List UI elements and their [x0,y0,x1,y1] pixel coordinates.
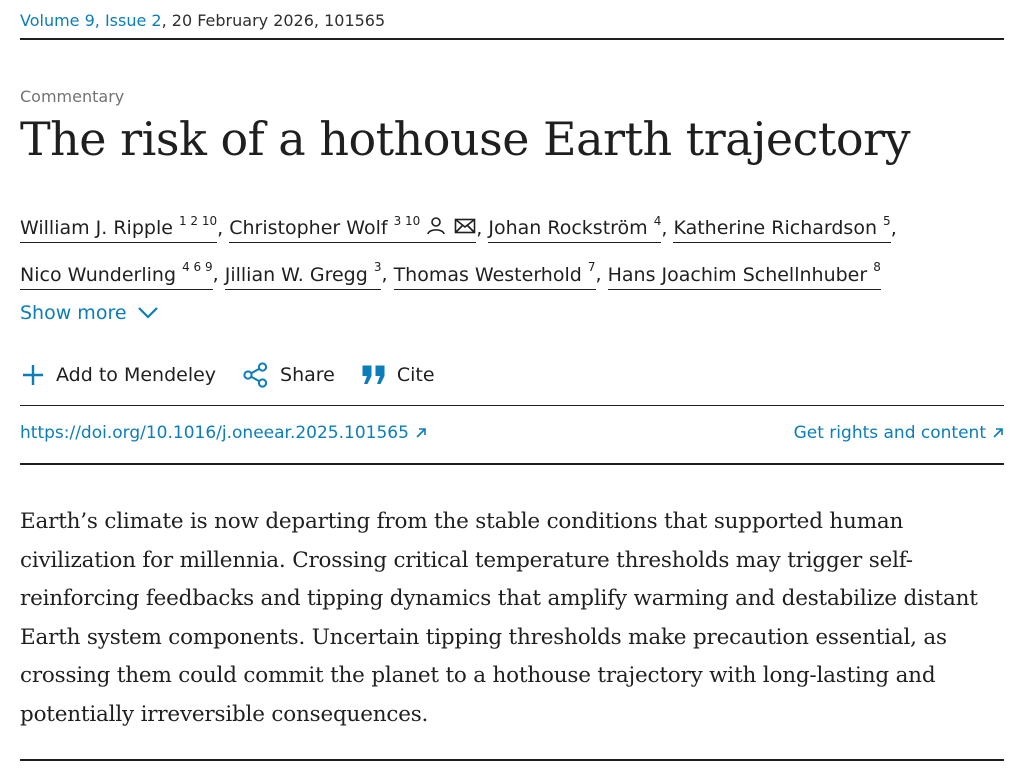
author-link[interactable] [20,214,218,243]
cite-button[interactable] [361,361,435,389]
article-title: The risk of a hothouse Earth trajectory [20,112,911,166]
top-divider [20,38,1004,40]
rights-text: Get rights and content [793,423,986,443]
author-name: Jillian W. Gregg [224,263,368,286]
publication-date: , 20 February 2026, 101565 [161,11,386,30]
article-type: Commentary [20,87,125,106]
quote-icon [361,363,387,387]
arrow-up-right-icon [992,427,1004,439]
show-more-button[interactable] [20,302,159,324]
add-to-mendeley-button[interactable] [20,361,216,389]
author-link[interactable] [673,214,891,243]
abstract-text: Earth’s climate is now departing from the stable conditions that supported human civilization for millennia. Crossing critical temperature thresholds may trigger self-reinforcing feedbacks and tipping dynamics that amplify warming and destabilize distant Earth system components. Uncertain tipping thresholds make precaution essential, as crossing them could commit the planet to a hothouse trajectory with long-lasting and potentially irreversible consequences. [20,509,978,727]
show-more-label: Show more [20,302,127,324]
cite-label: Cite [396,364,435,386]
doi-bottom-divider [20,463,1004,465]
author-link[interactable] [224,260,382,290]
rights-link[interactable] [794,423,1004,443]
volume-issue-link[interactable]: Volume 9, Issue 2 [20,11,162,30]
author-name: Katherine Richardson [673,217,877,240]
doi-top-divider [20,405,1004,406]
author-affiliations: 4 [653,214,662,228]
doi-text: https://doi.org/10.1016/j.oneear.2025.101565 [20,423,409,443]
doi-row [20,423,1004,443]
author-name: William J. Ripple [20,217,173,240]
author-affiliations: 1 2 10 [178,214,218,228]
mendeley-label: Add to Mendeley [56,364,217,386]
author-name: Hans Joachim Schellnhuber [607,263,868,286]
author-name: Johan Rockström [488,217,648,240]
author-affiliations: 3 10 [393,214,421,228]
person-icon [426,216,446,236]
author-affiliations: 7 [587,260,596,275]
author-name: Thomas Westerhold [393,263,582,286]
share-icon [242,361,270,389]
author-link[interactable] [488,214,662,243]
plus-icon [20,362,46,388]
author-name: Nico Wunderling [20,263,177,286]
abstract-bottom-divider [20,759,1004,761]
article-actions [20,361,435,389]
author-link[interactable] [20,260,213,290]
author-link[interactable] [607,260,881,290]
author-link[interactable] [229,214,476,243]
volume-line [20,11,385,30]
author-name: Christopher Wolf [229,217,388,240]
doi-link[interactable] [20,423,427,443]
arrow-up-right-icon [415,427,427,439]
author-link[interactable] [393,260,596,290]
author-affiliations: 4 6 9 [182,260,213,275]
author-list: William J. Ripple $^{1 2 10}$, Christopher Wolf $^{3 10}$ , Johan Rockström $^4$, Katherine Richardson $^5$, Nico Wunderling $^{4 6 9}$, Jillian W. Gregg $^3$, Thomas Westerhold $^7$, Hans Joachim Schellnhuber $^8$ [20,203,1004,296]
author-affiliations: 8 [873,260,881,275]
envelope-icon [454,216,476,236]
chevron-down-icon [137,306,159,320]
author-affiliations: 5 [883,214,891,228]
share-button[interactable] [242,361,335,389]
author-affiliations: 3 [373,260,382,275]
share-label: Share [280,364,335,386]
